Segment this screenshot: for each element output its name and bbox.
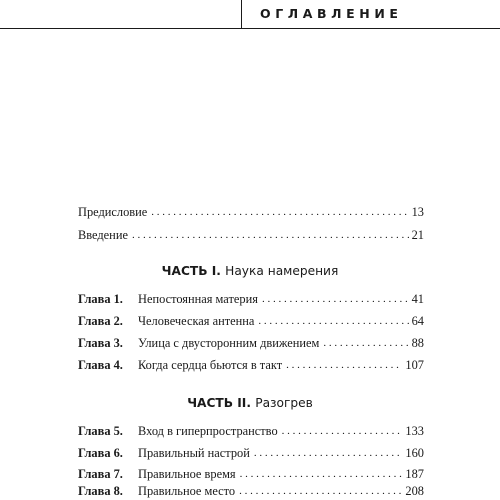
- toc-entry-chapter-7[interactable]: [78, 467, 424, 483]
- chapter-label: Глава 6.: [78, 446, 123, 460]
- entry-title: Улица с двусторонним движением: [138, 336, 320, 350]
- entry-title: Вход в гиперпространство: [138, 424, 278, 438]
- toc-entry-introduction[interactable]: [78, 228, 424, 244]
- entry-title: Введение: [78, 228, 128, 242]
- entry-page-number: 133: [405, 424, 424, 438]
- leader-dots: [262, 293, 409, 305]
- toc-entry-chapter-3[interactable]: [78, 336, 424, 352]
- entry-title: Когда сердца бьются в такт: [138, 358, 283, 372]
- entry-page-number: 208: [405, 484, 424, 498]
- chapter-label: Глава 7.: [78, 467, 123, 481]
- part-name: Разогрев: [255, 396, 313, 410]
- toc-entry-chapter-1[interactable]: [78, 292, 424, 308]
- entry-page-number: 88: [411, 336, 424, 350]
- part-heading-1: [0, 264, 500, 278]
- leader-dots: [132, 229, 409, 241]
- entry-page-number: 13: [411, 205, 424, 219]
- part-label: ЧАСТЬ II.: [187, 396, 251, 410]
- leader-dots: [258, 315, 408, 327]
- entry-page-number: 21: [411, 228, 424, 242]
- leader-dots: [254, 447, 403, 459]
- toc-entry-chapter-2[interactable]: [78, 314, 424, 330]
- leader-dots: [240, 468, 403, 480]
- toc-entry-preface[interactable]: [78, 205, 424, 221]
- toc-entry-chapter-5[interactable]: [78, 424, 424, 440]
- toc-entry-chapter-8[interactable]: [78, 484, 424, 500]
- entry-page-number: 160: [405, 446, 424, 460]
- leader-dots: [286, 359, 402, 371]
- entry-title: Правильное время: [138, 467, 236, 481]
- leader-dots: [151, 206, 408, 218]
- part-heading-2: [0, 396, 500, 410]
- entry-page-number: 107: [405, 358, 424, 372]
- entry-title: Непостоянная материя: [138, 292, 258, 306]
- leader-dots: [323, 337, 408, 349]
- part-name: Наука намерения: [225, 264, 339, 278]
- leader-dots: [282, 425, 403, 437]
- entry-page-number: 64: [411, 314, 424, 328]
- leader-dots: [239, 485, 402, 497]
- chapter-label: Глава 8.: [78, 484, 123, 498]
- entry-page-number: 41: [411, 292, 424, 306]
- chapter-label: Глава 1.: [78, 292, 123, 306]
- chapter-label: Глава 5.: [78, 424, 123, 438]
- entry-page-number: 187: [405, 467, 424, 481]
- chapter-label: Глава 2.: [78, 314, 123, 328]
- entry-title: Человеческая антенна: [138, 314, 255, 328]
- entry-title: Правильное место: [138, 484, 236, 498]
- chapter-label: Глава 4.: [78, 358, 123, 372]
- toc-entry-chapter-6[interactable]: [78, 446, 424, 462]
- part-label: ЧАСТЬ I.: [161, 264, 221, 278]
- entry-title: Предисловие: [78, 205, 148, 219]
- page-title: ОГЛАВЛЕНИЕ: [260, 6, 403, 21]
- entry-title: Правильный настрой: [138, 446, 250, 460]
- toc-entry-chapter-4[interactable]: [78, 358, 424, 374]
- chapter-label: Глава 3.: [78, 336, 123, 350]
